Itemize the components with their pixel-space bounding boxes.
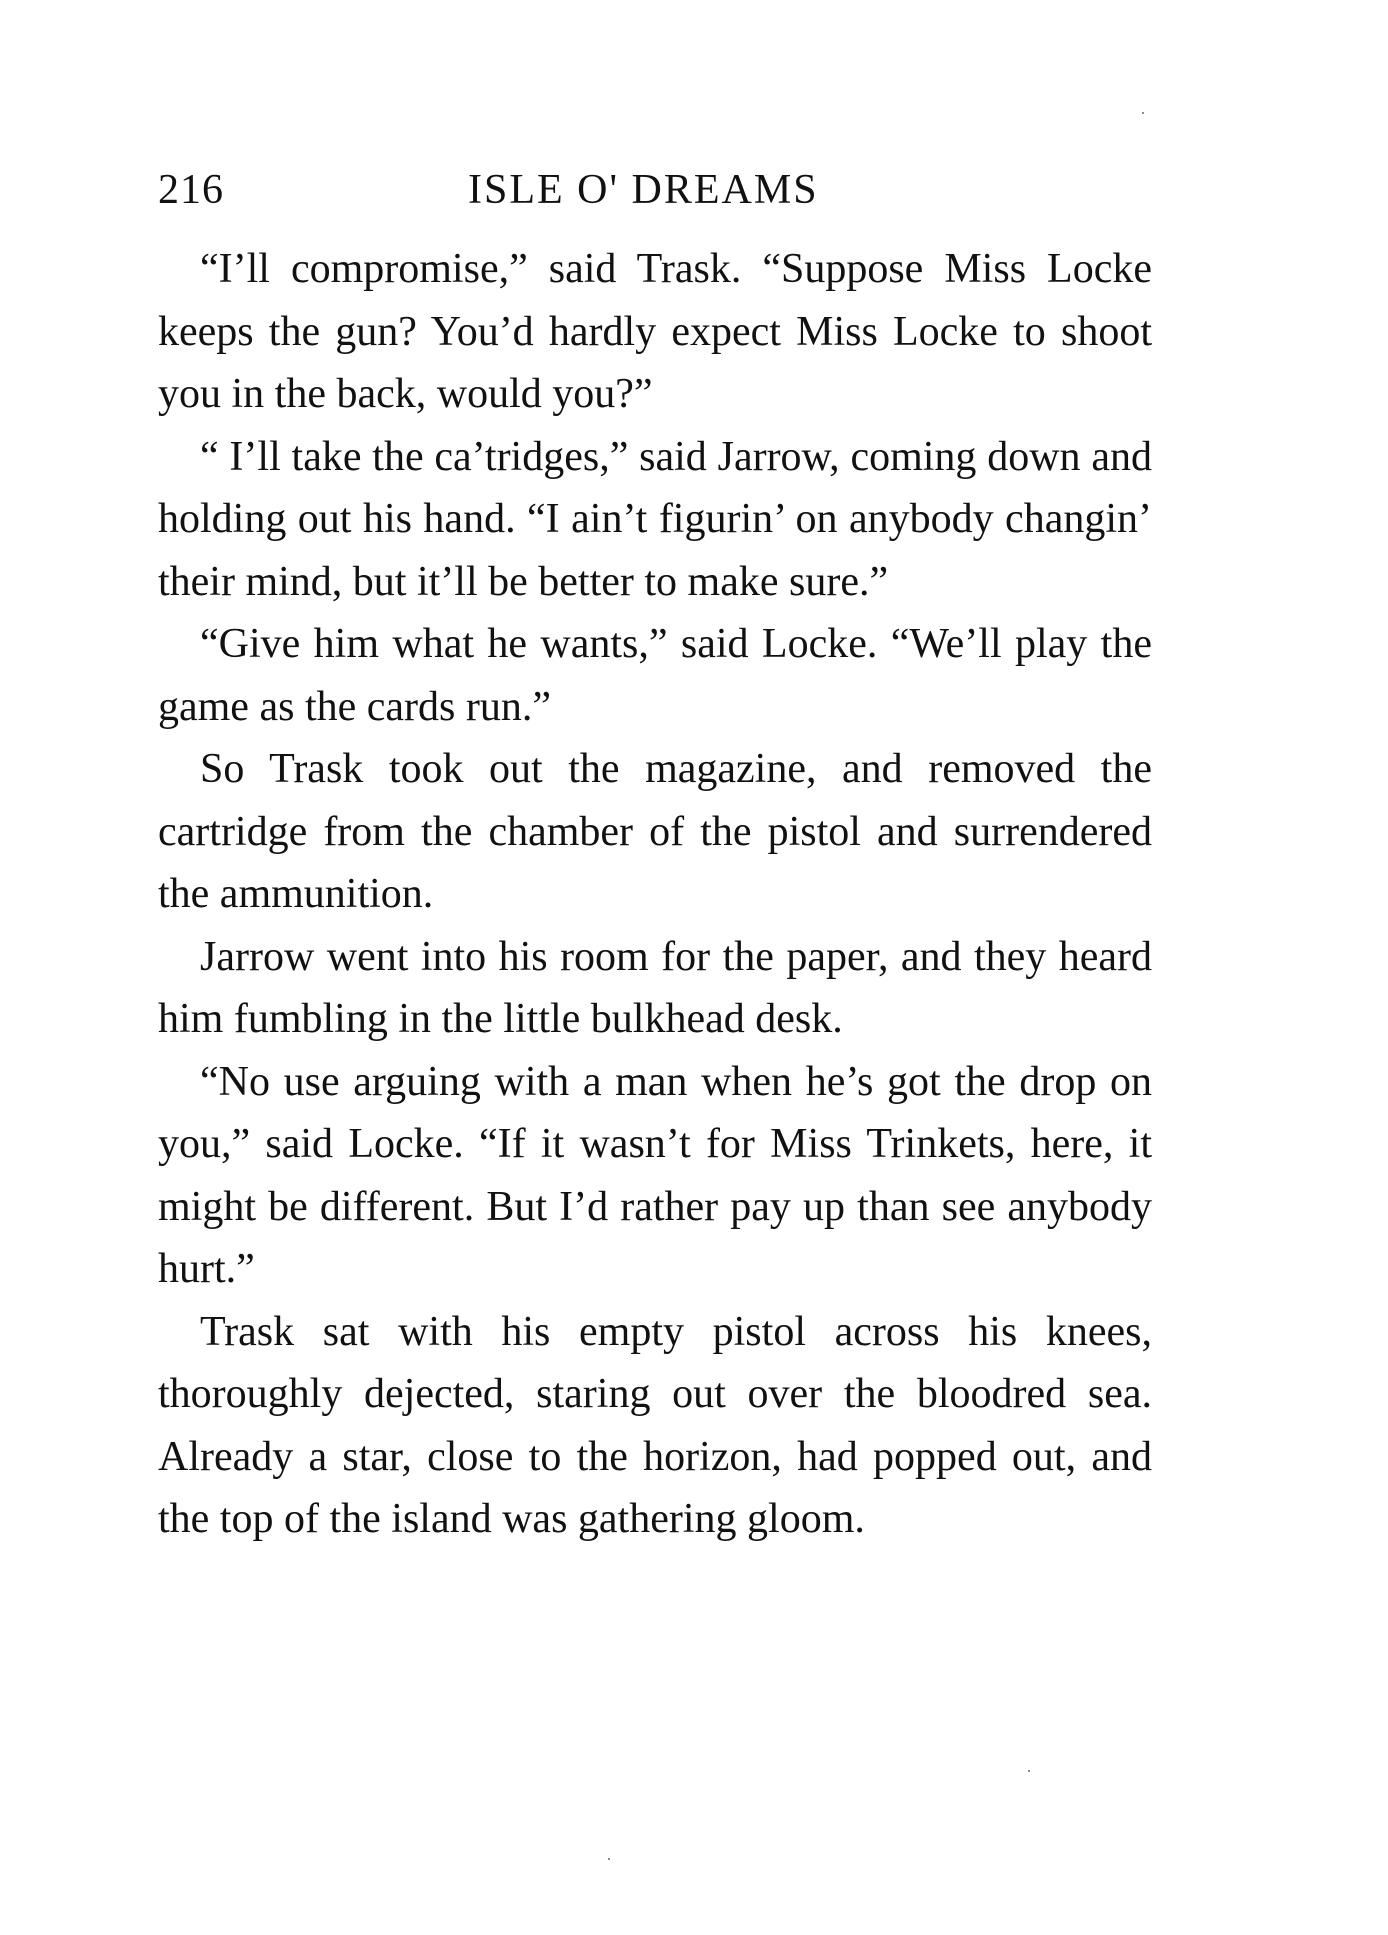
paragraph-trask-sat: Trask sat with his empty pistol across his knees, thoroughly dejected, staring out over the bloodred sea. Already a star, close to the horizon, had popped out, and the top of the island was gathering gloom. — [158, 1308, 1152, 1542]
paragraph-cartridges: “ I’ll take the ca’tridges,” said Jarrow, coming down and holding out his hand. “I ain’t figurin’ on anybody changin’ their mind, but it’ll be better to make sure.” — [158, 433, 1152, 605]
running-head — [158, 160, 1152, 220]
scan-speck — [608, 1858, 610, 1860]
paragraph-jarrow-room: Jarrow went into his room for the paper, and they heard him fumbling in the little bulkhead desk. — [158, 933, 1152, 1042]
paragraph-compromise: “I’ll compromise,” said Trask. “Suppose Miss Locke keeps the gun? You’d hardly expect Miss Locke to shoot you in the back, would you?” — [158, 246, 1152, 417]
book-title: ISLE O' DREAMS — [468, 167, 819, 213]
scan-speck — [1028, 1770, 1030, 1772]
body-text — [158, 238, 1152, 1551]
page-number: 216 — [158, 167, 224, 213]
paragraph-no-use-arguing: “No use arguing with a man when he’s got the drop on you,” said Locke. “If it wasn’t for Miss Trinkets, here, it might be different. But I’d rather pay up than see anybody hurt.” — [158, 1058, 1152, 1292]
scan-speck — [1142, 112, 1144, 114]
paragraph-give-him: “Give him what he wants,” said Locke. “We’ll play the game as the cards run.” — [158, 621, 1152, 730]
paragraph-magazine: So Trask took out the magazine, and removed the cartridge from the chamber of the pistol and surrendered the ammunition. — [158, 746, 1152, 917]
